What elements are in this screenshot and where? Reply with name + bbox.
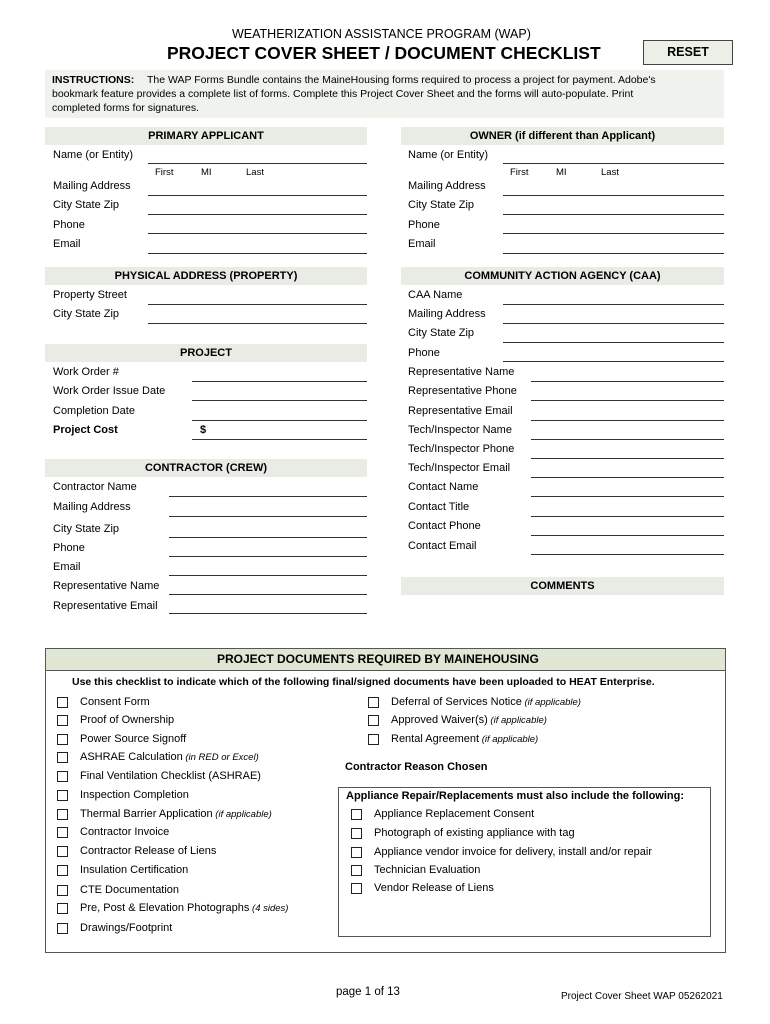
document-item-label: Inspection Completion [80, 789, 189, 801]
tech-email-label: Tech/Inspector Email [408, 462, 511, 474]
document-item-label: Pre, Post & Elevation Photographs (4 sides) [80, 902, 289, 914]
caa-mailing-label: Mailing Address [408, 308, 486, 320]
tech-phone-field[interactable] [531, 458, 724, 459]
dollar-sign: $ [200, 424, 207, 436]
appliance-item-label: Appliance vendor invoice for delivery, install and/or repair [374, 846, 652, 858]
work-order-issue-date-label: Work Order Issue Date [53, 385, 166, 397]
instructions-line3: completed forms for signatures. [52, 102, 200, 114]
optional-document-item-note: (if applicable) [487, 715, 547, 726]
caa-rep-email-label: Representative Email [408, 405, 513, 417]
contact-phone-label: Contact Phone [408, 520, 481, 532]
tech-name-label: Tech/Inspector Name [408, 424, 512, 436]
property-street-label: Property Street [53, 289, 127, 301]
program-name: WEATHERIZATION ASSISTANCE PROGRAM (WAP) [232, 27, 531, 41]
work-order-field[interactable] [192, 381, 367, 382]
contractor-phone-label: Phone [53, 542, 85, 554]
owner-first-label: First [510, 167, 529, 178]
document-item-checkbox[interactable] [57, 865, 68, 876]
primary-name-field[interactable] [148, 163, 367, 164]
caa-mailing-field[interactable] [503, 323, 724, 324]
contractor-name-field[interactable] [169, 496, 367, 497]
property-city-label: City State Zip [53, 308, 120, 320]
owner-mailing-label: Mailing Address [408, 180, 486, 192]
contractor-rep-email-label: Representative Email [53, 600, 158, 612]
primary-applicant-heading: PRIMARY APPLICANT [45, 127, 367, 145]
document-item-label: ASHRAE Calculation (in RED or Excel) [80, 751, 259, 763]
owner-heading: OWNER (if different than Applicant) [401, 127, 724, 145]
primary-name-label: Name (or Entity) [53, 149, 134, 161]
document-item-label: Drawings/Footprint [80, 922, 173, 934]
contact-email-field[interactable] [531, 554, 724, 555]
owner-email-field[interactable] [503, 253, 724, 254]
tech-name-field[interactable] [531, 439, 724, 440]
document-item-checkbox[interactable] [57, 697, 68, 708]
document-item-checkbox[interactable] [57, 734, 68, 745]
contractor-phone-field[interactable] [169, 556, 367, 557]
appliance-item-checkbox[interactable] [351, 828, 362, 839]
owner-last-label: Last [601, 167, 619, 178]
contractor-mailing-label: Mailing Address [53, 501, 131, 513]
owner-name-label: Name (or Entity) [408, 149, 489, 161]
document-item-checkbox[interactable] [57, 771, 68, 782]
owner-name-field[interactable] [503, 163, 724, 164]
tech-email-field[interactable] [531, 477, 724, 478]
appliance-item-label: Vendor Release of Liens [374, 882, 494, 894]
primary-last-label: Last [246, 167, 264, 178]
document-item-label: Insulation Certification [80, 864, 189, 876]
contractor-email-field[interactable] [169, 575, 367, 576]
optional-document-item-checkbox[interactable] [368, 715, 379, 726]
document-item-checkbox[interactable] [57, 809, 68, 820]
optional-document-item-label: Approved Waiver(s) (if applicable) [391, 714, 547, 726]
owner-phone-field[interactable] [503, 233, 724, 234]
caa-phone-label: Phone [408, 347, 440, 359]
contractor-name-label: Contractor Name [53, 481, 137, 493]
contractor-reason-label: Contractor Reason Chosen [345, 761, 488, 773]
caa-rep-phone-field[interactable] [531, 400, 724, 401]
owner-city-label: City State Zip [408, 199, 475, 211]
appliance-item-label: Photograph of existing appliance with tag [374, 827, 575, 839]
contact-name-field[interactable] [531, 496, 724, 497]
appliance-item-checkbox[interactable] [351, 809, 362, 820]
contact-title-label: Contact Title [408, 501, 470, 513]
document-item-checkbox[interactable] [57, 923, 68, 934]
project-cost-field[interactable] [192, 439, 367, 440]
primary-email-label: Email [53, 238, 81, 250]
contractor-city-label: City State Zip [53, 523, 120, 535]
caa-heading: COMMUNITY ACTION AGENCY (CAA) [401, 267, 724, 285]
caa-rep-phone-label: Representative Phone [408, 385, 517, 397]
contact-name-label: Contact Name [408, 481, 479, 493]
primary-mailing-field[interactable] [148, 195, 367, 196]
optional-document-item-label: Rental Agreement (if applicable) [391, 733, 539, 745]
appliance-item-checkbox[interactable] [351, 883, 362, 894]
caa-city-label: City State Zip [408, 327, 475, 339]
document-item-label: Proof of Ownership [80, 714, 175, 726]
caa-city-field[interactable] [503, 342, 724, 343]
appliance-item-checkbox[interactable] [351, 865, 362, 876]
caa-rep-email-field[interactable] [531, 420, 724, 421]
physical-address-heading: PHYSICAL ADDRESS (PROPERTY) [45, 267, 367, 285]
caa-phone-field[interactable] [503, 361, 724, 362]
primary-phone-field[interactable] [148, 233, 367, 234]
primary-city-field[interactable] [148, 214, 367, 215]
tech-phone-label: Tech/Inspector Phone [408, 443, 515, 455]
optional-document-item-label: Deferral of Services Notice (if applicable) [391, 696, 581, 708]
completion-date-field[interactable] [192, 420, 367, 421]
caa-rep-name-label: Representative Name [408, 366, 515, 378]
primary-first-label: First [155, 167, 174, 178]
primary-phone-label: Phone [53, 219, 85, 231]
caa-name-field[interactable] [503, 304, 724, 305]
optional-document-item-note: (if applicable) [479, 734, 539, 745]
contact-email-label: Contact Email [408, 540, 477, 552]
comments-field[interactable] [401, 596, 724, 626]
work-order-issue-date-field[interactable] [192, 400, 367, 401]
comments-heading: COMMENTS [401, 577, 724, 595]
document-item-note: (4 sides) [249, 903, 289, 914]
document-item-label: Final Ventilation Checklist (ASHRAE) [80, 770, 261, 782]
appliance-heading: Appliance Repair/Replacements must also include the following: [346, 790, 685, 802]
document-item-label: Power Source Signoff [80, 733, 187, 745]
instructions-line1: The WAP Forms Bundle contains the MaineHousing forms required to process a project for payment. Adobe's [147, 74, 656, 86]
caa-name-label: CAA Name [408, 289, 463, 301]
document-item-checkbox[interactable] [57, 790, 68, 801]
owner-phone-label: Phone [408, 219, 440, 231]
documents-heading: PROJECT DOCUMENTS REQUIRED BY MAINEHOUSING [217, 652, 539, 666]
contractor-email-label: Email [53, 561, 81, 573]
document-item-label: CTE Documentation [80, 884, 180, 896]
reset-button[interactable]: RESET [643, 40, 733, 65]
document-item-label: Consent Form [80, 696, 150, 708]
document-item-checkbox[interactable] [57, 846, 68, 857]
instructions-line2: bookmark feature provides a complete list of forms. Complete this Project Cover Sheet and the forms will auto-populate. Print [52, 88, 634, 100]
property-city-field[interactable] [148, 323, 367, 324]
page-title: PROJECT COVER SHEET / DOCUMENT CHECKLIST [167, 43, 601, 63]
primary-mailing-label: Mailing Address [53, 180, 131, 192]
work-order-label: Work Order # [53, 366, 119, 378]
document-item-checkbox[interactable] [57, 827, 68, 838]
project-heading: PROJECT [45, 344, 367, 362]
appliance-item-label: Appliance Replacement Consent [374, 808, 535, 820]
contractor-city-field[interactable] [169, 537, 367, 538]
completion-date-label: Completion Date [53, 405, 135, 417]
document-item-note: (if applicable) [212, 809, 272, 820]
primary-city-label: City State Zip [53, 199, 120, 211]
appliance-item-checkbox[interactable] [351, 847, 362, 858]
instructions-label: INSTRUCTIONS: [52, 74, 135, 86]
document-item-note: (in RED or Excel) [182, 752, 259, 763]
document-item-label: Thermal Barrier Application (if applicable) [80, 808, 272, 820]
contractor-mailing-field[interactable] [169, 516, 367, 517]
caa-rep-name-field[interactable] [531, 381, 724, 382]
contractor-heading: CONTRACTOR (CREW) [45, 459, 367, 477]
optional-document-item-note: (if applicable) [521, 697, 581, 708]
contractor-rep-email-field[interactable] [169, 613, 367, 614]
document-item-label: Contractor Invoice [80, 826, 170, 838]
contact-phone-field[interactable] [531, 535, 724, 536]
form-id: Project Cover Sheet WAP 05262021 [561, 991, 723, 1002]
optional-document-item-checkbox[interactable] [368, 734, 379, 745]
document-item-checkbox[interactable] [57, 903, 68, 914]
owner-email-label: Email [408, 238, 436, 250]
project-cost-label: Project Cost [53, 424, 118, 436]
primary-email-field[interactable] [148, 253, 367, 254]
owner-mi-label: MI [556, 167, 567, 178]
page-number: page 1 of 13 [336, 986, 400, 998]
documents-subheading: Use this checklist to indicate which of the following final/signed documents have been uploaded to HEAT Enterprise. [72, 676, 655, 688]
optional-document-item-checkbox[interactable] [368, 697, 379, 708]
owner-mailing-field[interactable] [503, 195, 724, 196]
document-item-checkbox[interactable] [57, 885, 68, 896]
property-street-field[interactable] [148, 304, 367, 305]
owner-city-field[interactable] [503, 214, 724, 215]
document-item-checkbox[interactable] [57, 752, 68, 763]
appliance-item-label: Technician Evaluation [374, 864, 481, 876]
primary-mi-label: MI [201, 167, 212, 178]
contact-title-field[interactable] [531, 516, 724, 517]
document-item-label: Contractor Release of Liens [80, 845, 217, 857]
document-item-checkbox[interactable] [57, 715, 68, 726]
contractor-rep-name-field[interactable] [169, 594, 367, 595]
contractor-rep-name-label: Representative Name [53, 580, 160, 592]
